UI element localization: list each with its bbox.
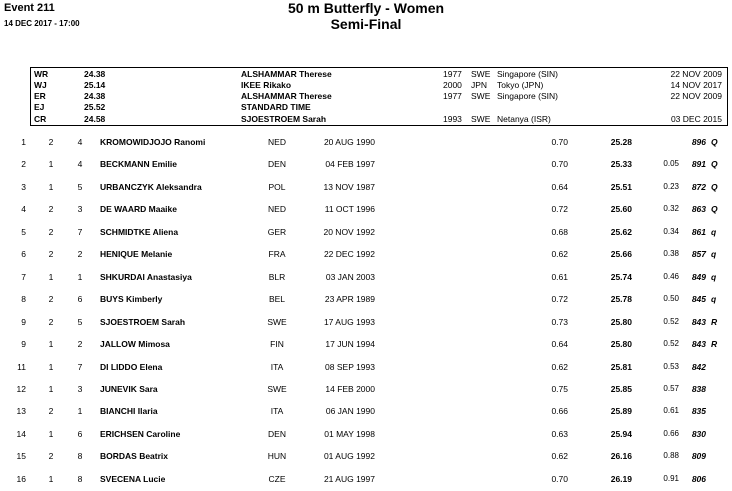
birth-date-cell: 11 OCT 1996 (324, 204, 375, 215)
record-row (31, 80, 727, 91)
heat-cell: 1 (48, 383, 54, 394)
nation-cell: NED (268, 137, 286, 147)
rank-cell: 8 (21, 294, 26, 305)
birth-date-cell: 20 AUG 1990 (323, 137, 375, 147)
qualification-cell: R (711, 316, 718, 327)
time-behind-cell: 0.23 (663, 181, 679, 191)
heat-cell: 2 (48, 316, 54, 327)
lane-cell: 6 (77, 428, 83, 439)
rank-cell: 7 (21, 271, 26, 282)
nation-cell: BEL (268, 294, 286, 305)
result-time-cell: 25.60 (610, 204, 632, 215)
record-birth-year: 1977 (443, 91, 462, 101)
record-birth-year: 2000 (443, 80, 462, 90)
reaction-time-cell: 0.61 (551, 271, 568, 282)
qualification-cell: q (711, 294, 717, 305)
swimmer-name: HENIQUE Melanie (100, 249, 173, 260)
birth-date-cell: 23 APR 1989 (324, 294, 375, 305)
reaction-time-cell: 0.70 (551, 137, 568, 147)
birth-date-cell: 21 AUG 1997 (323, 473, 375, 484)
fina-points-cell: 835 (691, 406, 706, 417)
time-behind-cell: 0.50 (663, 294, 679, 304)
swimmer-name: BORDAS Beatrix (100, 451, 169, 462)
result-time-cell: 26.16 (610, 451, 632, 462)
nation-cell: BLR (268, 271, 286, 282)
swimmer-name: SVECENA Lucie (100, 473, 166, 484)
lane-cell: 1 (77, 271, 83, 282)
swimmer-name: DI LIDDO Elena (100, 361, 163, 372)
lane-cell: 2 (77, 339, 83, 350)
heat-cell: 1 (48, 428, 54, 439)
time-behind-cell: 0.05 (663, 159, 679, 169)
record-code: EJ (34, 102, 45, 112)
reaction-time-cell: 0.62 (551, 451, 568, 462)
record-nation: SWE (471, 91, 491, 101)
reaction-time-cell: 0.70 (551, 159, 568, 170)
result-time-cell: 25.62 (610, 226, 632, 237)
time-behind-cell: 0.53 (663, 361, 679, 371)
nation-cell: SWE (267, 316, 287, 327)
record-holder: SJOESTROEM Sarah (241, 114, 327, 124)
lane-cell: 5 (77, 181, 83, 192)
rank-cell: 5 (21, 226, 26, 237)
swimmer-name: BUYS Kimberly (100, 294, 163, 305)
fina-points-cell: 845 (691, 294, 706, 305)
result-time-cell: 25.89 (610, 406, 632, 417)
result-time-cell: 25.80 (610, 316, 632, 327)
nation-cell: POL (268, 181, 286, 192)
event-number: Event 211 (4, 2, 55, 14)
rank-cell: 9 (21, 339, 26, 350)
event-datetime: 14 DEC 2017 - 17:00 (4, 19, 80, 28)
nation-cell: DEN (268, 428, 286, 439)
fina-points-cell: 891 (691, 159, 706, 170)
time-behind-cell: 0.52 (663, 339, 679, 349)
record-time: 25.14 (84, 80, 106, 90)
rank-cell: 11 (17, 361, 26, 372)
nation-cell: SWE (267, 383, 287, 394)
heat-cell: 1 (48, 271, 54, 282)
birth-date-cell: 14 FEB 2000 (325, 383, 375, 394)
swimmer-name: JALLOW Mimosa (100, 339, 170, 350)
lane-cell: 4 (77, 159, 83, 170)
fina-points-cell: 857 (691, 249, 706, 260)
heat-cell: 1 (48, 339, 54, 350)
table-row (0, 451, 732, 465)
qualification-cell: Q (711, 204, 718, 215)
reaction-time-cell: 0.73 (551, 316, 568, 327)
time-behind-cell: 0.61 (663, 406, 679, 416)
reaction-time-cell: 0.72 (551, 204, 568, 215)
reaction-time-cell: 0.62 (551, 361, 568, 372)
qualification-cell: Q (711, 137, 718, 147)
reaction-time-cell: 0.63 (551, 428, 568, 439)
time-behind-cell: 0.88 (663, 451, 679, 461)
lane-cell: 3 (77, 204, 83, 215)
fina-points-cell: 843 (691, 339, 706, 350)
table-row (0, 159, 732, 173)
birth-date-cell: 20 NOV 1992 (323, 226, 375, 237)
fina-points-cell: 838 (691, 383, 706, 394)
record-date: 22 NOV 2009 (670, 91, 722, 101)
fina-points-cell: 861 (691, 226, 706, 237)
swimmer-name: URBANCZYK Aleksandra (100, 181, 202, 192)
lane-cell: 4 (77, 137, 83, 147)
birth-date-cell: 04 FEB 1997 (325, 159, 375, 170)
reaction-time-cell: 0.64 (551, 181, 568, 192)
swimmer-name: ERICHSEN Caroline (100, 428, 181, 439)
qualification-cell: Q (711, 159, 718, 170)
record-holder: ALSHAMMAR Therese (241, 91, 332, 101)
record-time: 24.58 (84, 114, 106, 124)
time-behind-cell: 0.38 (663, 249, 679, 259)
fina-points-cell: 809 (691, 451, 706, 462)
lane-cell: 8 (77, 473, 83, 484)
lane-cell: 1 (77, 406, 83, 417)
record-date: 14 NOV 2017 (670, 80, 722, 90)
nation-cell: DEN (268, 159, 286, 170)
record-location: Tokyo (JPN) (497, 80, 544, 90)
record-code: ER (34, 91, 46, 101)
nation-cell: CZE (268, 473, 286, 484)
table-row (0, 317, 732, 331)
record-code: WR (34, 69, 49, 79)
table-row (0, 272, 732, 286)
swimmer-name: JUNEVIK Sara (100, 383, 158, 394)
result-time-cell: 25.74 (610, 271, 632, 282)
swimmer-name: BIANCHI Ilaria (100, 406, 158, 417)
nation-cell: FIN (270, 339, 284, 350)
rank-cell: 16 (16, 473, 26, 484)
page-subtitle: Semi-Final (330, 16, 402, 32)
rank-cell: 3 (21, 181, 26, 192)
nation-cell: GER (267, 226, 287, 237)
swimmer-name: DE WAARD Maaike (100, 204, 177, 215)
result-time-cell: 26.19 (610, 473, 632, 484)
record-time: 24.38 (84, 91, 106, 101)
rank-cell: 1 (21, 137, 26, 147)
heat-cell: 2 (48, 204, 54, 215)
page-title: 50 m Butterfly - Women (287, 0, 445, 16)
heat-cell: 2 (48, 451, 54, 462)
nation-cell: HUN (267, 451, 287, 462)
fina-points-cell: 830 (691, 428, 706, 439)
record-birth-year: 1993 (443, 114, 462, 124)
rank-cell: 14 (16, 428, 26, 439)
record-time: 24.38 (84, 69, 106, 79)
record-code: CR (34, 114, 47, 124)
record-holder: STANDARD TIME (241, 102, 311, 112)
nation-cell: ITA (270, 361, 284, 372)
table-row (0, 182, 732, 196)
birth-date-cell: 17 JUN 1994 (325, 339, 375, 350)
reaction-time-cell: 0.70 (551, 473, 568, 484)
records-box (30, 67, 728, 126)
result-time-cell: 25.51 (610, 181, 632, 192)
record-row (31, 91, 727, 102)
reaction-time-cell: 0.68 (551, 226, 568, 237)
birth-date-cell: 06 JAN 1990 (325, 406, 375, 417)
time-behind-cell: 0.66 (663, 428, 679, 438)
time-behind-cell: 0.34 (663, 226, 679, 236)
fina-points-cell: 849 (691, 271, 706, 282)
time-behind-cell: 0.32 (663, 204, 679, 214)
record-holder: ALSHAMMAR Therese (241, 69, 332, 79)
birth-date-cell: 17 AUG 1993 (323, 316, 375, 327)
fina-points-cell: 842 (691, 361, 706, 372)
qualification-cell: q (711, 226, 717, 237)
record-nation: SWE (471, 114, 491, 124)
qualification-cell: R (711, 339, 718, 350)
result-time-cell: 25.85 (610, 383, 632, 394)
heat-cell: 2 (48, 294, 54, 305)
record-nation: JPN (471, 80, 488, 90)
swimmer-name: SHKURDAI Anastasiya (100, 271, 192, 282)
rank-cell: 13 (16, 406, 26, 417)
heat-cell: 2 (48, 249, 54, 260)
swimmer-name: SCHMIDTKE Aliena (100, 226, 179, 237)
fina-points-cell: 872 (691, 181, 706, 192)
record-row (31, 114, 727, 125)
result-time-cell: 25.66 (610, 249, 632, 260)
reaction-time-cell: 0.72 (551, 294, 568, 305)
record-code: WJ (34, 80, 47, 90)
qualification-cell: Q (711, 181, 718, 192)
rank-cell: 4 (21, 204, 26, 215)
fina-points-cell: 863 (691, 204, 706, 215)
record-row (31, 102, 727, 113)
record-location: Netanya (ISR) (497, 114, 551, 124)
birth-date-cell: 08 SEP 1993 (325, 361, 375, 372)
record-date: 03 DEC 2015 (670, 114, 722, 124)
table-row (0, 227, 732, 241)
qualification-cell: q (711, 249, 717, 260)
nation-cell: NED (268, 204, 286, 215)
lane-cell: 6 (77, 294, 83, 305)
result-time-cell: 25.78 (610, 294, 632, 305)
result-time-cell: 25.94 (610, 428, 632, 439)
record-time: 25.52 (84, 102, 106, 112)
birth-date-cell: 01 MAY 1998 (324, 428, 375, 439)
table-row (0, 406, 732, 420)
reaction-time-cell: 0.64 (551, 339, 568, 350)
heat-cell: 1 (48, 181, 54, 192)
heat-cell: 1 (48, 473, 54, 484)
record-holder: IKEE Rikako (241, 80, 292, 90)
heat-cell: 1 (48, 361, 54, 372)
qualification-cell: q (711, 271, 717, 282)
lane-cell: 2 (77, 249, 83, 260)
birth-date-cell: 01 AUG 1992 (323, 451, 375, 462)
record-date: 22 NOV 2009 (670, 69, 722, 79)
table-row (0, 339, 732, 353)
table-row (0, 474, 732, 488)
record-birth-year: 1977 (443, 69, 462, 79)
rank-cell: 6 (21, 249, 26, 260)
result-time-cell: 25.81 (610, 361, 632, 372)
lane-cell: 5 (77, 316, 83, 327)
lane-cell: 8 (77, 451, 83, 462)
result-time-cell: 25.28 (610, 137, 632, 147)
rank-cell: 2 (21, 159, 26, 170)
lane-cell: 3 (77, 383, 83, 394)
time-behind-cell: 0.52 (663, 316, 679, 326)
rank-cell: 9 (21, 316, 26, 327)
reaction-time-cell: 0.66 (551, 406, 568, 417)
fina-points-cell: 806 (691, 473, 706, 484)
record-location: Singapore (SIN) (497, 69, 558, 79)
fina-points-cell: 896 (691, 137, 706, 147)
table-row (0, 137, 732, 151)
rank-cell: 12 (16, 383, 26, 394)
swimmer-name: KROMOWIDJOJO Ranomi (100, 137, 206, 147)
time-behind-cell: 0.57 (663, 383, 679, 393)
lane-cell: 7 (77, 361, 83, 372)
rank-cell: 15 (16, 451, 26, 462)
record-location: Singapore (SIN) (497, 91, 558, 101)
result-time-cell: 25.80 (610, 339, 632, 350)
table-row (0, 249, 732, 263)
heat-cell: 2 (48, 137, 54, 147)
birth-date-cell: 03 JAN 2003 (325, 271, 375, 282)
time-behind-cell: 0.91 (663, 473, 679, 483)
swimmer-name: BECKMANN Emilie (100, 159, 177, 170)
lane-cell: 7 (77, 226, 83, 237)
result-time-cell: 25.33 (610, 159, 632, 170)
birth-date-cell: 13 NOV 1987 (323, 181, 375, 192)
birth-date-cell: 22 DEC 1992 (323, 249, 375, 260)
swimmer-name: SJOESTROEM Sarah (100, 316, 186, 327)
nation-cell: ITA (270, 406, 284, 417)
table-row (0, 384, 732, 398)
reaction-time-cell: 0.62 (551, 249, 568, 260)
time-behind-cell: 0.46 (663, 271, 679, 281)
reaction-time-cell: 0.75 (551, 383, 568, 394)
table-row (0, 204, 732, 218)
record-nation: SWE (471, 69, 491, 79)
table-row (0, 294, 732, 308)
table-row (0, 429, 732, 443)
record-row (31, 69, 727, 80)
heat-cell: 1 (48, 159, 54, 170)
fina-points-cell: 843 (691, 316, 706, 327)
table-row (0, 362, 732, 376)
nation-cell: FRA (268, 249, 286, 260)
heat-cell: 2 (48, 406, 54, 417)
heat-cell: 2 (48, 226, 54, 237)
